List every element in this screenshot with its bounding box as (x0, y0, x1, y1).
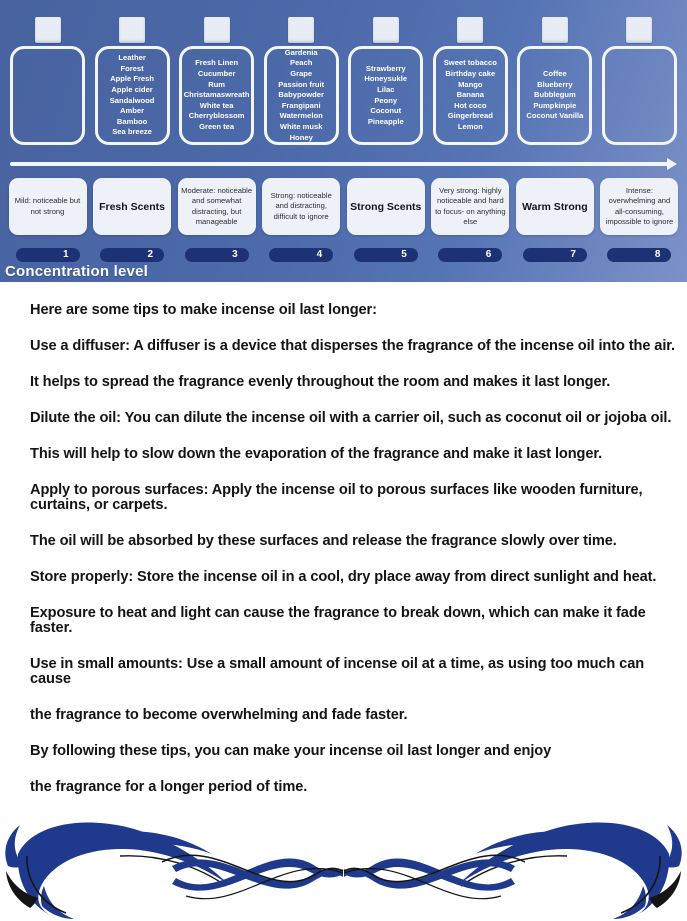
arrow-head (667, 158, 677, 170)
scent-list (351, 64, 420, 128)
tips-paragraph: Store properly: Store the incense oil in a cool, dry place away from direct sunlight and heat. (30, 569, 657, 585)
level-label: Very strong: highly noticeable and hard to focus- on anything else (435, 185, 506, 226)
bottle-cap-icon (373, 17, 399, 43)
tips-paragraph: Apply to porous surfaces: Apply the incense oil to porous surfaces like wooden furniture, curtains, or carpets. (30, 482, 643, 513)
level-label: Intense: overwhelming and all-consuming, impossible to ignore (605, 185, 674, 226)
bottle-body-icon (348, 46, 423, 145)
bottle-body-icon (433, 46, 508, 145)
scent-item: Apple cider (111, 84, 153, 94)
tips-paragraph: The oil will be absorbed by these surfaces and release the fragrance slowly over time. (30, 533, 617, 549)
level-label: Mild: noticeable but not strong (14, 196, 81, 216)
tips-paragraph: the fragrance for a longer period of time. (30, 779, 308, 795)
scale-arrow-icon (10, 158, 677, 170)
tips-heading: Here are some tips to make incense oil last longer: (30, 302, 377, 318)
level-box-3 (178, 178, 256, 235)
tips-paragraph: Use in small amounts: Use a small amount of incense oil at a time, as using too much can cause (30, 656, 645, 687)
level-number-pill-6: 6 (438, 248, 502, 262)
bottle-body-icon (602, 46, 677, 145)
level-number-row (0, 235, 687, 262)
scent-item: Rum (208, 79, 226, 89)
tips-paragraph: It helps to spread the fragrance evenly throughout the room and makes it last longer. (30, 374, 611, 390)
bottle-cap-icon (542, 17, 568, 43)
level-number-pill-7: 7 (523, 248, 587, 262)
bottle-cap-icon (119, 17, 145, 43)
scent-item: Christamaswreath (183, 90, 250, 100)
bottle-cap-icon (457, 17, 483, 43)
bottle-cap-icon (35, 17, 61, 43)
scent-item: Sea breeze (112, 127, 152, 137)
axis-title: Concentration level (5, 263, 148, 280)
bottle-cap-icon (626, 17, 652, 43)
scent-item: Hot coco (454, 100, 487, 110)
scent-item: Gingerbread Lemon (447, 111, 493, 131)
level-label: Strong: noticeable and distracting, difficult to ignore (270, 190, 332, 221)
level-boxes-row (0, 170, 687, 235)
scent-item: Honeysukle (364, 74, 408, 84)
tips-paragraph: This will help to slow down the evaporation of the fragrance and make it last longer. (30, 446, 603, 462)
scent-item: Bubblegum (533, 90, 576, 100)
bottle-body-icon (95, 46, 170, 145)
scent-bottle-1 (7, 17, 88, 145)
scent-list (520, 69, 589, 122)
scent-item: Honey (289, 132, 313, 142)
level-number-pill-2: 2 (100, 248, 164, 262)
scent-item: Sandalwood (109, 95, 155, 105)
bottle-body-icon (179, 46, 254, 145)
bottles-row (0, 0, 687, 145)
level-box-7 (516, 178, 594, 235)
scent-item: Frangipani (281, 100, 321, 110)
scent-item: Strawberry (365, 63, 406, 73)
scent-item: Pineapple (367, 116, 404, 126)
scent-bottle-6 (430, 17, 511, 145)
tips-paragraph: By following these tips, you can make your incense oil last longer and enjoy (30, 743, 552, 759)
scent-item: White tea (199, 100, 234, 110)
scent-item: Birthday cake (445, 69, 496, 79)
tribal-divider-icon (0, 816, 687, 921)
scent-item: Bamboo (116, 116, 148, 126)
tips-paragraph: Dilute the oil: You can dilute the incense oil with a carrier oil, such as coconut oil or jojoba oil. (30, 410, 672, 426)
level-number-pill-5: 5 (354, 248, 418, 262)
level-label: Warm Strong (522, 200, 588, 213)
scent-item: Coffee (543, 69, 567, 79)
scent-bottle-4 (261, 17, 342, 145)
scent-item: White musk (279, 121, 323, 131)
scent-bottle-5 (345, 17, 426, 145)
scent-bottle-3 (176, 17, 257, 145)
level-box-2 (93, 178, 171, 235)
scent-item: Pumpkinpie (533, 100, 577, 110)
scent-item: Apple Fresh (110, 74, 154, 84)
level-box-6 (431, 178, 509, 235)
scent-item: Cherryblossom (188, 111, 245, 121)
bottle-body-icon (517, 46, 592, 145)
bottle-body-icon (264, 46, 339, 145)
level-number-pill-4: 4 (269, 248, 333, 262)
scent-item: Mango (458, 79, 483, 89)
scent-concentration-banner (0, 0, 687, 282)
tips-paragraph: the fragrance to become overwhelming and fade faster. (30, 707, 408, 723)
scent-item: Babypowder (278, 90, 324, 100)
scent-item: Fresh Linen (195, 58, 239, 68)
scent-item: Cucumber (197, 69, 236, 79)
level-number-pill-1: 1 (16, 248, 80, 262)
scent-item: Amber (120, 106, 145, 116)
scent-bottle-7 (514, 17, 595, 145)
level-number-pill-8: 8 (607, 248, 671, 262)
level-box-8 (600, 178, 678, 235)
scent-bottle-2 (92, 17, 173, 145)
level-label: Strong Scents (350, 200, 422, 213)
scent-item: Grape (290, 69, 313, 79)
scent-bottle-8 (599, 17, 680, 145)
scent-item: Leather (118, 53, 146, 63)
tips-paragraph: Exposure to heat and light can cause the fragrance to break down, which can make it fade faster. (30, 605, 646, 636)
level-number-pill-3: 3 (185, 248, 249, 262)
bottle-cap-icon (288, 17, 314, 43)
level-label: Moderate: noticeable and somewhat distracting, but manageable (181, 185, 253, 226)
scent-list (98, 53, 167, 138)
bottle-body-icon (10, 46, 85, 145)
scent-item: Banana (456, 90, 485, 100)
scent-item: Sweet tobacco (443, 58, 497, 68)
scent-item: Gardenia (284, 47, 318, 57)
scent-list (267, 48, 336, 143)
scent-item: Coconut (370, 106, 402, 116)
scent-item: Blueberry (537, 79, 573, 89)
level-box-5 (347, 178, 425, 235)
scent-list (436, 58, 505, 132)
scent-item: Forest (120, 63, 144, 73)
scent-list (182, 58, 251, 132)
scent-item: Lilac (377, 84, 395, 94)
arrow-line (10, 162, 668, 166)
level-label: Fresh Scents (99, 200, 166, 213)
level-box-4 (262, 178, 340, 235)
tips-section (0, 282, 687, 795)
scent-item: Coconut Vanilla (526, 111, 584, 121)
scent-item: Peony (374, 95, 398, 105)
scent-item: Watermelon (279, 111, 323, 121)
scent-item: Peach (290, 58, 313, 68)
scent-item: Green tea (199, 121, 235, 131)
level-box-1 (9, 178, 87, 235)
bottle-cap-icon (204, 17, 230, 43)
tips-paragraph: Use a diffuser: A diffuser is a device that disperses the fragrance of the incense oil into the air. (30, 338, 676, 354)
scent-item: Passion fruit (278, 79, 325, 89)
